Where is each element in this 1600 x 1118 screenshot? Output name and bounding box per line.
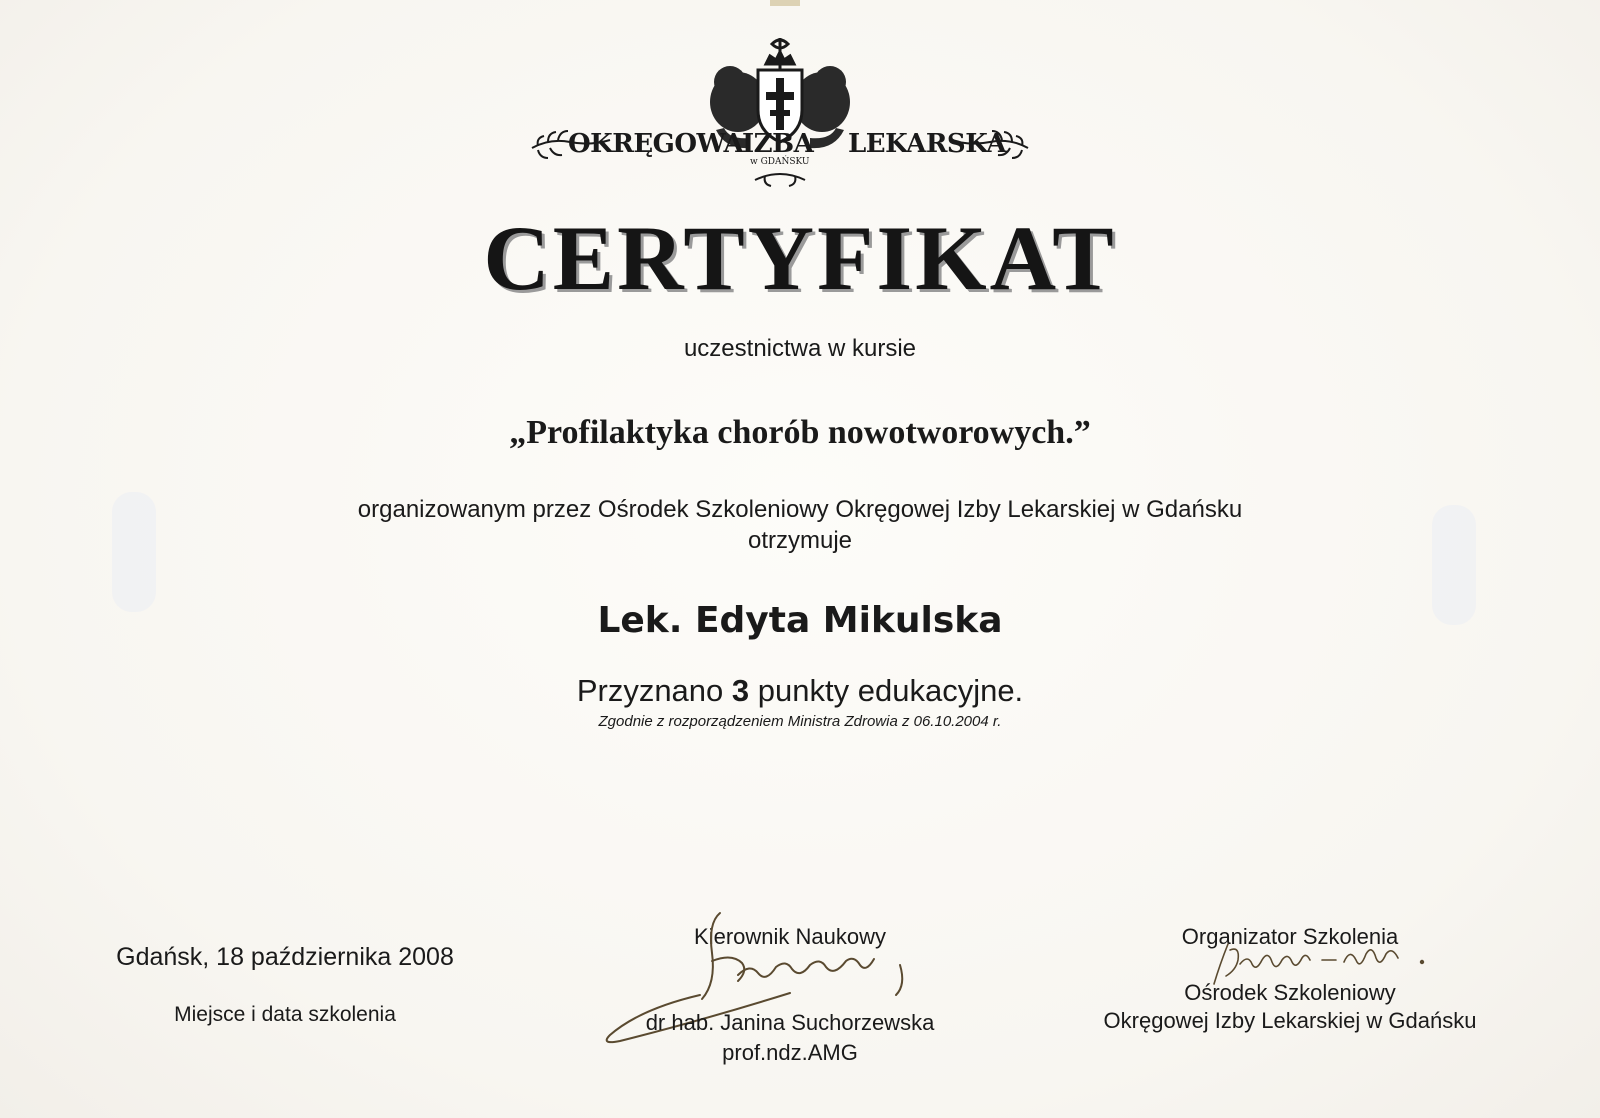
organizer-role: Organizator Szkolenia [1181, 924, 1399, 949]
course-name: „Profilaktyka chorób nowotworowych.” [509, 414, 1091, 451]
emblem-center-small: w GDAŃSKU [750, 157, 810, 167]
receives-text: otrzymuje [747, 527, 853, 554]
emblem-center-word: IZBA [742, 129, 814, 159]
points-prefix: Przyznano [576, 673, 724, 708]
place-date-caption: Miejsce i data szkolenia [174, 1003, 396, 1026]
regulation-note: Zgodnie z rozporządzeniem Ministra Zdrowia z 06.10.2004 r. [598, 713, 1002, 730]
points-line [0, 673, 1600, 709]
scientific-director-role: Kierownik Naukowy [694, 924, 886, 949]
recipient-name: Lek. Edyta Mikulska [597, 600, 1003, 641]
certificate-subtitle: uczestnictwa w kursie [683, 335, 917, 362]
chamber-emblem-logo [530, 30, 1030, 200]
staple-mark [770, 0, 800, 6]
organizer-name-line-1: Ośrodek Szkoleniowy [1184, 980, 1396, 1005]
points-value: 3 [731, 673, 750, 708]
scientific-director-name: dr hab. Janina Suchorzewska [645, 1010, 935, 1035]
organizer-name-line-2: Okręgowej Izby Lekarskiej w Gdańsku [1103, 1008, 1477, 1033]
emblem-right-word: LEKARSKA [848, 129, 1006, 159]
certificate-title: CERTYFIKAT [483, 207, 1117, 309]
organizer-line: organizowanym przez Ośrodek Szkoleniowy Okręgowej Izby Lekarskiej w Gdańsku [357, 496, 1243, 523]
place-date: Gdańsk, 18 października 2008 [116, 943, 454, 971]
points-suffix: punkty edukacyjne. [757, 673, 1024, 708]
scientific-director-title: prof.ndz.AMG [722, 1040, 858, 1065]
bottom-branch-icon [755, 174, 805, 186]
emblem-left-word: OKRĘGOWA [568, 129, 744, 159]
crown-staff-icon [766, 38, 794, 70]
